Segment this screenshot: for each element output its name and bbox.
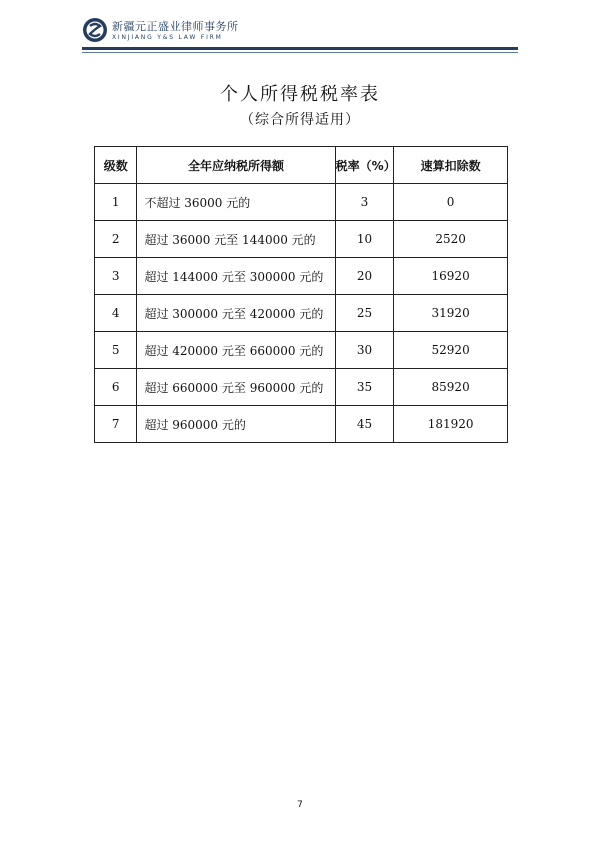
table-header-row xyxy=(95,147,508,184)
cell-deduction: 2520 xyxy=(394,221,508,258)
firm-name-cn: 新疆元正盛业律师事务所 xyxy=(112,20,239,33)
header-quick-deduction: 速算扣除数 xyxy=(394,147,508,184)
letterhead xyxy=(82,14,518,54)
cell-rate: 35 xyxy=(335,369,394,406)
letterhead-rule-thick xyxy=(82,47,518,50)
cell-range: 超过 420000 元至 660000 元的 xyxy=(137,332,335,369)
table-row xyxy=(95,295,508,332)
tax-rate-table xyxy=(94,146,508,443)
cell-rate: 30 xyxy=(335,332,394,369)
cell-range: 超过 36000 元至 144000 元的 xyxy=(137,221,335,258)
firm-name-en: XINJIANG Y&S LAW FIRM xyxy=(112,34,223,41)
cell-range: 超过 660000 元至 960000 元的 xyxy=(137,369,335,406)
cell-deduction: 0 xyxy=(394,184,508,221)
firm-logo-icon xyxy=(82,17,108,43)
document-subtitle: （综合所得适用） xyxy=(240,112,360,128)
table-row xyxy=(95,406,508,443)
cell-deduction: 52920 xyxy=(394,332,508,369)
cell-level: 6 xyxy=(95,369,137,406)
cell-level: 7 xyxy=(95,406,137,443)
cell-range: 超过 960000 元的 xyxy=(137,406,335,443)
cell-deduction: 31920 xyxy=(394,295,508,332)
letterhead-rule-thin xyxy=(82,52,518,53)
header-level: 级数 xyxy=(95,147,137,184)
cell-rate: 45 xyxy=(335,406,394,443)
table-row xyxy=(95,332,508,369)
cell-rate: 3 xyxy=(335,184,394,221)
document-title: 个人所得税税率表 xyxy=(220,84,380,105)
cell-range: 超过 144000 元至 300000 元的 xyxy=(137,258,335,295)
cell-rate: 25 xyxy=(335,295,394,332)
cell-range: 不超过 36000 元的 xyxy=(137,184,335,221)
cell-level: 4 xyxy=(95,295,137,332)
cell-deduction: 181920 xyxy=(394,406,508,443)
cell-deduction: 16920 xyxy=(394,258,508,295)
cell-rate: 20 xyxy=(335,258,394,295)
table-row xyxy=(95,221,508,258)
cell-range: 超过 300000 元至 420000 元的 xyxy=(137,295,335,332)
cell-deduction: 85920 xyxy=(394,369,508,406)
header-tax-rate: 税率（%） xyxy=(335,147,394,184)
cell-level: 1 xyxy=(95,184,137,221)
table-row xyxy=(95,258,508,295)
table-row xyxy=(95,369,508,406)
page-number: 7 xyxy=(297,800,303,810)
cell-level: 3 xyxy=(95,258,137,295)
cell-rate: 10 xyxy=(335,221,394,258)
cell-level: 5 xyxy=(95,332,137,369)
table-row xyxy=(95,184,508,221)
header-taxable-income: 全年应纳税所得额 xyxy=(137,147,335,184)
cell-level: 2 xyxy=(95,221,137,258)
